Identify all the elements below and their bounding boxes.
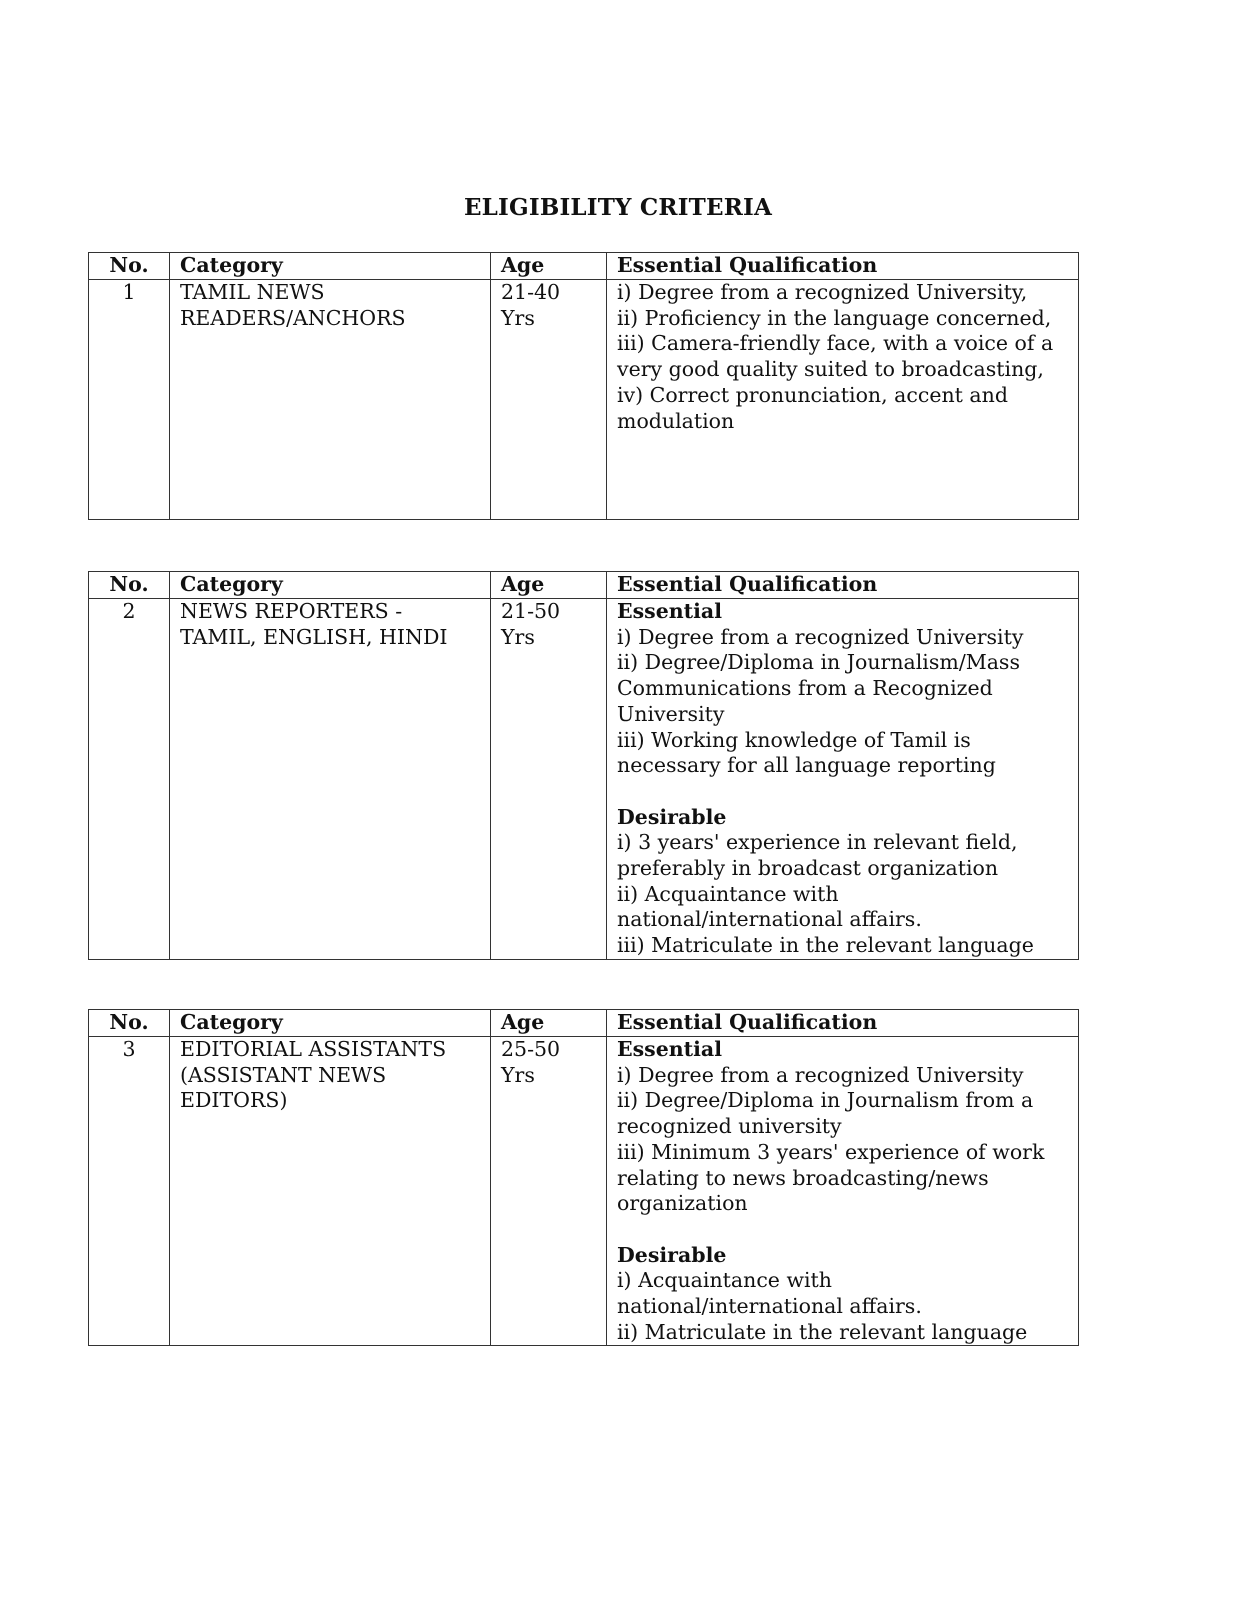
- desirable-line: i) Acquaintance with: [617, 1268, 832, 1293]
- qualification-line: i) Degree from a recognized University: [617, 624, 1024, 649]
- qualification-line: University: [617, 701, 725, 726]
- header-age: Age: [491, 1010, 607, 1037]
- qualification-line: i) Degree from a recognized University,: [617, 280, 1028, 304]
- header-no: No.: [89, 1010, 170, 1037]
- desirable-line: ii) Matriculate in the relevant language: [617, 1319, 1028, 1344]
- category-line: NEWS REPORTERS -: [180, 599, 403, 623]
- desirable-line: iii) Matriculate in the relevant language: [617, 933, 1034, 958]
- header-age: Age: [491, 572, 607, 599]
- category-line: READERS/ANCHORS: [180, 305, 406, 330]
- qualification-line: iv) Correct pronunciation, accent and: [617, 382, 1008, 407]
- row-age: [491, 599, 607, 960]
- header-no: No.: [89, 253, 170, 280]
- qualification-line: relating to news broadcasting/news: [617, 1165, 989, 1190]
- row-category: [170, 599, 491, 960]
- desirable-line: national/international affairs.: [617, 1294, 922, 1319]
- table-header-row: [89, 572, 1079, 599]
- criteria-table-1: [88, 252, 1079, 520]
- qualification-line: iii) Camera-friendly face, with a voice of a: [617, 331, 1054, 356]
- section-gap: [617, 779, 1068, 805]
- qualification-line: Communications from a Recognized: [617, 676, 993, 701]
- page-title: ELIGIBILITY CRITERIA: [463, 194, 773, 221]
- age-unit: Yrs: [501, 305, 535, 330]
- table-header-row: [89, 253, 1079, 280]
- row-age: [491, 280, 607, 520]
- qualification-line: i) Degree from a recognized University: [617, 1062, 1024, 1087]
- qualification-line: iii) Working knowledge of Tamil is: [617, 727, 971, 752]
- header-qualification: Essential Qualification: [607, 572, 1079, 599]
- row-qualification: [607, 280, 1079, 520]
- row-no: 1: [89, 280, 170, 520]
- criteria-table-3: [88, 1009, 1079, 1346]
- table-row: [89, 1037, 1079, 1346]
- age-range: 21-40: [501, 280, 561, 304]
- criteria-table-2: [88, 571, 1079, 960]
- header-no: No.: [89, 572, 170, 599]
- qualification-line: ii) Degree/Diploma in Journalism from a: [617, 1088, 1034, 1113]
- age-range: 25-50: [501, 1037, 561, 1061]
- age-unit: Yrs: [501, 1062, 535, 1087]
- desirable-line: ii) Acquaintance with: [617, 881, 839, 906]
- header-category: Category: [170, 1010, 491, 1037]
- category-line: TAMIL NEWS: [180, 280, 325, 304]
- row-age: [491, 1037, 607, 1346]
- qualification-line: very good quality suited to broadcasting,: [617, 357, 1044, 382]
- row-qualification: [607, 1037, 1079, 1346]
- qualification-line: ii) Proficiency in the language concerned,: [617, 305, 1052, 330]
- table-row: [89, 599, 1079, 960]
- desirable-line: preferably in broadcast organization: [617, 856, 999, 881]
- desirable-line: i) 3 years' experience in relevant field,: [617, 830, 1018, 855]
- category-line: TAMIL, ENGLISH, HINDI: [180, 624, 448, 649]
- age-range: 21-50: [501, 599, 561, 623]
- section-gap: [617, 1217, 1068, 1243]
- qualification-line: ii) Degree/Diploma in Journalism/Mass: [617, 650, 1020, 675]
- header-qualification: Essential Qualification: [607, 1010, 1079, 1037]
- category-line: EDITORIAL ASSISTANTS: [180, 1037, 447, 1061]
- row-no: 3: [89, 1037, 170, 1346]
- qualification-line: iii) Minimum 3 years' experience of work: [617, 1139, 1045, 1164]
- desirable-label: Desirable: [617, 1242, 727, 1267]
- qualification-line: recognized university: [617, 1114, 842, 1139]
- header-category: Category: [170, 572, 491, 599]
- row-no: 2: [89, 599, 170, 960]
- row-category: [170, 280, 491, 520]
- essential-label: Essential: [617, 1037, 722, 1061]
- desirable-line: national/international affairs.: [617, 907, 922, 932]
- qualification-line: organization: [617, 1191, 748, 1216]
- header-age: Age: [491, 253, 607, 280]
- header-qualification: Essential Qualification: [607, 253, 1079, 280]
- qualification-line: modulation: [617, 408, 735, 433]
- age-unit: Yrs: [501, 624, 535, 649]
- table-header-row: [89, 1010, 1079, 1037]
- table-row: [89, 280, 1079, 520]
- qualification-line: necessary for all language reporting: [617, 753, 996, 778]
- desirable-label: Desirable: [617, 804, 727, 829]
- row-qualification: [607, 599, 1079, 960]
- essential-label: Essential: [617, 599, 722, 623]
- row-category: [170, 1037, 491, 1346]
- category-line: EDITORS): [180, 1088, 288, 1113]
- category-line: (ASSISTANT NEWS: [180, 1062, 387, 1087]
- header-category: Category: [170, 253, 491, 280]
